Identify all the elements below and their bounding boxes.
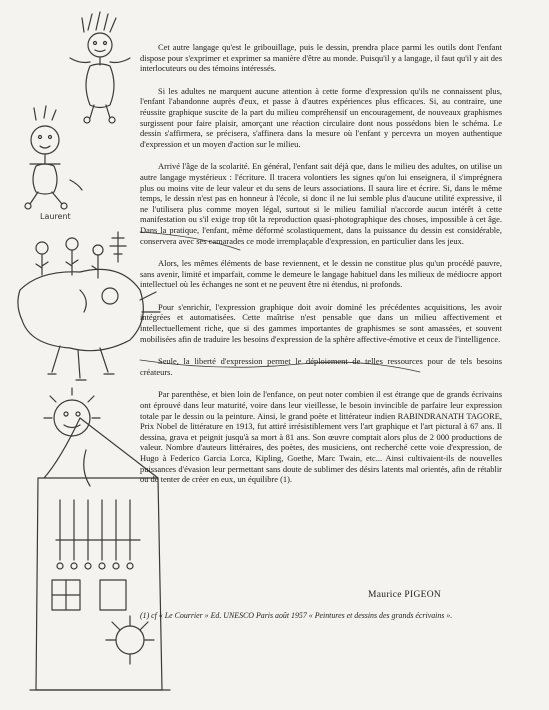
paragraph: Alors, les mêmes éléments de base reviennent, et le dessin ne constitue plus qu'un procédé pauvre, sans avenir, limité et imparfait, comme le demeure le langage habituel dans les milieux de médiocre apport intellectuel où les échanges ne sont et ne peuvent être ni étendus, ni profonds. [140,258,502,290]
child-figure-second-drawing [25,106,82,209]
paragraph: Si les adultes ne marquent aucune attention à cette forme d'expression qu'ils ne connaissent plus, l'enfant l'abandonne auprès d'eux, et passe à d'autres expériences plus efficaces. Si, au contraire, une réussite graphique suscite de la part du milieu compréhensif un encouragement, de nouveaux graphismes surgissent pour faire plaisir, amorçant une réaction circulaire dont nous possédons bien le schéma. Le dessin s'affirmera, se précisera, s'affinera dans la mesure où l'enfant y percevra un moyen authentique d'expression et un moyen d'action sur le milieu. [140,85,502,149]
paragraph: Arrivé l'âge de la scolarité. En général, l'enfant sait déjà que, dans le milieu des adultes, on utilise un autre langage mystérieux : l'écriture. Il tracera volontiers les signes qu'on lui enseignera, il s'imprégnera plus ou moins vite de leur valeur et du sens de leurs associations. Il saura lire et écrire. Si, dans le même temps, le dessin n'est pas en honneur à l'école, si donc il ne lui semble plus d'aucune utilité expressive, il ne l'utilisera plus comme moyen légal, surtout si le milieu familial n'accorde aucun intérêt à cette manifestation ou s'il exige trop tôt la reproduction quasi-photographique des choses, impossible à cet âge. Dans la pratique, l'enfant, même déformé scolastiquement, dans la puissance du dessin est considérable, conservera avec ses camarades ce mode irremplaçable d'expression, en particulier dans les jeux. [140,161,502,246]
paragraph: Seule, la liberté d'expression permet le déploiement de telles ressources pour de tels besoins créateurs. [140,356,502,377]
article-body [140,42,502,495]
paragraph: Pour s'enrichir, l'expression graphique doit avoir dominé les précédentes acquisitions, les avoir intégrées et automatisées. Cette maîtrise n'est pensable que dans un milieu affectivement et intellectuellement riche, que si des gammes importantes de graphismes se sont amassées, et souvent mobilisées afin de traduire les besoins d'expression de la sphère affective-émotive et ceux de l'intelligence. [140,301,502,344]
creature-drawing [18,269,160,380]
author-signature: Maurice PIGEON [368,590,442,600]
drawing-caption: Laurent [40,212,71,221]
child-figure-top-drawing [70,12,130,123]
paragraph: Cet autre langage qu'est le gribouillage, puis le dessin, prendra place parmi les outils dont l'enfant dispose pour s'exprimer et exprimer sa manière d'être au monde. Puisqu'il y a langage, il faut qu'il y ait des interlocuteurs ou des témoins intéressés. [140,42,502,74]
footnote: (1) cf « Le Courrier » Ed. UNESCO Paris août 1957 « Peintures et dessins des grands écrivains ». [140,611,453,620]
paragraph: Par parenthèse, et bien loin de l'enfance, on peut noter combien il est étrange que de grands écrivains ont éprouvé dans leur maturité, voire dans leur vieillesse, le besoin invincible de parfaire leur expression totale par le dessin ou la peinture. Ainsi, le grand poète et littérateur indien RABINDRANATH TAGORE, Prix Nobel de littérature en 1913, fut attiré irrésistiblement vers l'art graphique et l'art pictural à 67 ans. Il dessina, grava et peignit jusqu'à sa mort à 81 ans. Son œuvre comptait alors plus de 2 000 productions de valeur. Nombre d'auteurs littéraires, des poètes, des musiciens, ont recherché cette voie d'expression, de Hugo à Federico Garcia Lorca, Kipling, Goethe, Marc Twain, etc... Ainsi cultivaient-ils de nouvelles puissances d'évasion leur permettant sans doute de sublimer des désirs latents mal orientés, afin de rétablir ou de tenter de créer en eux, un équilibre (1). [140,389,502,485]
